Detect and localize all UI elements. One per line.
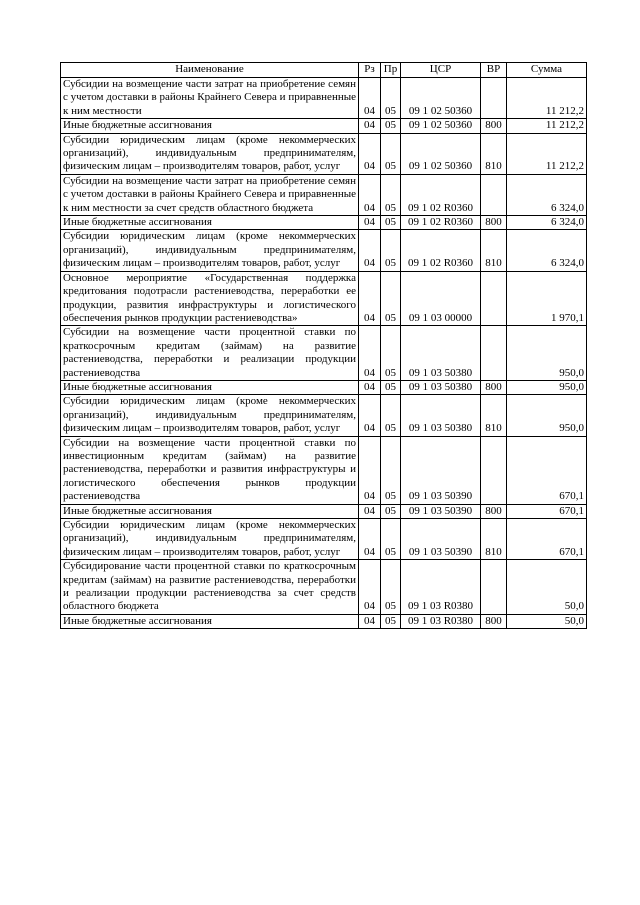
row-csr: 09 1 02 R0360 bbox=[401, 174, 481, 215]
row-pr: 05 bbox=[381, 133, 401, 174]
row-vr bbox=[481, 174, 507, 215]
row-pr: 05 bbox=[381, 614, 401, 628]
row-name: Субсидии на возмещение части затрат на приобретение семян с учетом доставки в районы Крайнего Севера и приравненные к ним местности за счет средств областного бюджета bbox=[61, 174, 359, 215]
row-csr: 09 1 02 50360 bbox=[401, 78, 481, 119]
row-csr: 09 1 02 50360 bbox=[401, 119, 481, 133]
header-csr: ЦСР bbox=[401, 63, 481, 78]
budget-table bbox=[60, 62, 587, 629]
row-csr: 09 1 02 R0360 bbox=[401, 230, 481, 271]
header-vr: ВР bbox=[481, 63, 507, 78]
row-pr: 05 bbox=[381, 504, 401, 518]
table-row bbox=[61, 326, 587, 381]
row-rz: 04 bbox=[359, 133, 381, 174]
row-pr: 05 bbox=[381, 380, 401, 394]
row-rz: 04 bbox=[359, 436, 381, 504]
row-sum: 11 212,2 bbox=[507, 119, 587, 133]
row-rz: 04 bbox=[359, 174, 381, 215]
row-rz: 04 bbox=[359, 614, 381, 628]
row-csr: 09 1 03 R0380 bbox=[401, 560, 481, 615]
table-row bbox=[61, 78, 587, 119]
row-csr: 09 1 02 R0360 bbox=[401, 216, 481, 230]
row-sum: 11 212,2 bbox=[507, 78, 587, 119]
row-csr: 09 1 02 50360 bbox=[401, 133, 481, 174]
row-vr: 800 bbox=[481, 119, 507, 133]
row-sum: 11 212,2 bbox=[507, 133, 587, 174]
table-row bbox=[61, 519, 587, 560]
row-vr bbox=[481, 271, 507, 326]
row-pr: 05 bbox=[381, 395, 401, 436]
header-rz: Рз bbox=[359, 63, 381, 78]
row-name: Иные бюджетные ассигнования bbox=[61, 216, 359, 230]
row-csr: 09 1 03 50380 bbox=[401, 395, 481, 436]
row-pr: 05 bbox=[381, 174, 401, 215]
row-sum: 950,0 bbox=[507, 380, 587, 394]
row-sum: 950,0 bbox=[507, 326, 587, 381]
row-pr: 05 bbox=[381, 216, 401, 230]
table-row bbox=[61, 119, 587, 133]
row-name: Субсидирование части процентной ставки по краткосрочным кредитам (займам) на развитие растениеводства, переработки и реализации продукции растениеводства за счет средств областного бюджета bbox=[61, 560, 359, 615]
table-row bbox=[61, 560, 587, 615]
row-rz: 04 bbox=[359, 560, 381, 615]
row-vr bbox=[481, 560, 507, 615]
row-pr: 05 bbox=[381, 78, 401, 119]
row-rz: 04 bbox=[359, 230, 381, 271]
row-sum: 670,1 bbox=[507, 436, 587, 504]
row-sum: 950,0 bbox=[507, 395, 587, 436]
row-name: Иные бюджетные ассигнования bbox=[61, 380, 359, 394]
row-name: Субсидии юридическим лицам (кроме некоммерческих организаций), индивидуальным предпринимателям, физическим лицам – производителям товаров, работ, услуг bbox=[61, 230, 359, 271]
row-sum: 50,0 bbox=[507, 614, 587, 628]
row-csr: 09 1 03 50390 bbox=[401, 504, 481, 518]
row-csr: 09 1 03 50390 bbox=[401, 519, 481, 560]
row-pr: 05 bbox=[381, 230, 401, 271]
row-sum: 6 324,0 bbox=[507, 174, 587, 215]
row-csr: 09 1 03 50380 bbox=[401, 326, 481, 381]
row-name: Субсидии юридическим лицам (кроме некоммерческих организаций), индивидуальным предпринимателям, физическим лицам – производителям товаров, работ, услуг bbox=[61, 519, 359, 560]
row-sum: 6 324,0 bbox=[507, 230, 587, 271]
row-vr bbox=[481, 78, 507, 119]
row-pr: 05 bbox=[381, 119, 401, 133]
row-pr: 05 bbox=[381, 326, 401, 381]
row-sum: 6 324,0 bbox=[507, 216, 587, 230]
row-csr: 09 1 03 50390 bbox=[401, 436, 481, 504]
row-rz: 04 bbox=[359, 78, 381, 119]
row-pr: 05 bbox=[381, 271, 401, 326]
table-row bbox=[61, 380, 587, 394]
row-rz: 04 bbox=[359, 216, 381, 230]
row-vr: 800 bbox=[481, 504, 507, 518]
header-name: Наименование bbox=[61, 63, 359, 78]
header-sum: Сумма bbox=[507, 63, 587, 78]
table-row bbox=[61, 271, 587, 326]
table-row bbox=[61, 174, 587, 215]
row-name: Субсидии на возмещение части процентной ставки по инвестиционным кредитам (займам) на развитие растениеводства, переработки и развития инфраструктуры и логистического обеспечения рынков продукции растениеводства bbox=[61, 436, 359, 504]
table-row bbox=[61, 230, 587, 271]
row-csr: 09 1 03 R0380 bbox=[401, 614, 481, 628]
row-vr bbox=[481, 436, 507, 504]
table-row bbox=[61, 504, 587, 518]
row-name: Иные бюджетные ассигнования bbox=[61, 119, 359, 133]
row-pr: 05 bbox=[381, 519, 401, 560]
row-csr: 09 1 03 00000 bbox=[401, 271, 481, 326]
row-vr: 800 bbox=[481, 216, 507, 230]
table-row bbox=[61, 614, 587, 628]
table-row bbox=[61, 436, 587, 504]
row-rz: 04 bbox=[359, 504, 381, 518]
row-name: Субсидии на возмещение части затрат на приобретение семян с учетом доставки в районы Крайнего Севера и приравненные к ним местности bbox=[61, 78, 359, 119]
row-rz: 04 bbox=[359, 271, 381, 326]
row-sum: 1 970,1 bbox=[507, 271, 587, 326]
row-rz: 04 bbox=[359, 119, 381, 133]
row-sum: 670,1 bbox=[507, 519, 587, 560]
row-vr: 800 bbox=[481, 380, 507, 394]
table-row bbox=[61, 216, 587, 230]
row-rz: 04 bbox=[359, 380, 381, 394]
table-header bbox=[61, 63, 587, 78]
header-row bbox=[61, 63, 587, 78]
row-csr: 09 1 03 50380 bbox=[401, 380, 481, 394]
row-rz: 04 bbox=[359, 395, 381, 436]
row-vr: 800 bbox=[481, 614, 507, 628]
row-pr: 05 bbox=[381, 436, 401, 504]
row-vr: 810 bbox=[481, 519, 507, 560]
row-name: Субсидии юридическим лицам (кроме некоммерческих организаций), индивидуальным предпринимателям, физическим лицам – производителям товаров, работ, услуг bbox=[61, 133, 359, 174]
table-row bbox=[61, 133, 587, 174]
row-vr: 810 bbox=[481, 133, 507, 174]
row-rz: 04 bbox=[359, 326, 381, 381]
row-name: Субсидии на возмещение части процентной ставки по краткосрочным кредитам (займам) на развитие растениеводства, переработки и реализации продукции растениеводства bbox=[61, 326, 359, 381]
row-name: Иные бюджетные ассигнования bbox=[61, 504, 359, 518]
header-pr: Пр bbox=[381, 63, 401, 78]
row-sum: 50,0 bbox=[507, 560, 587, 615]
row-vr: 810 bbox=[481, 395, 507, 436]
row-name: Иные бюджетные ассигнования bbox=[61, 614, 359, 628]
row-pr: 05 bbox=[381, 560, 401, 615]
row-name: Субсидии юридическим лицам (кроме некоммерческих организаций), индивидуальным предпринимателям, физическим лицам – производителям товаров, работ, услуг bbox=[61, 395, 359, 436]
table-row bbox=[61, 395, 587, 436]
table-body bbox=[61, 78, 587, 629]
row-rz: 04 bbox=[359, 519, 381, 560]
row-sum: 670,1 bbox=[507, 504, 587, 518]
row-vr bbox=[481, 326, 507, 381]
row-name: Основное мероприятие «Государственная поддержка кредитования подотрасли растениеводства, переработки ее продукции, развития инфраструктуры и логистического обеспечения рынков продукции растениеводства» bbox=[61, 271, 359, 326]
row-vr: 810 bbox=[481, 230, 507, 271]
